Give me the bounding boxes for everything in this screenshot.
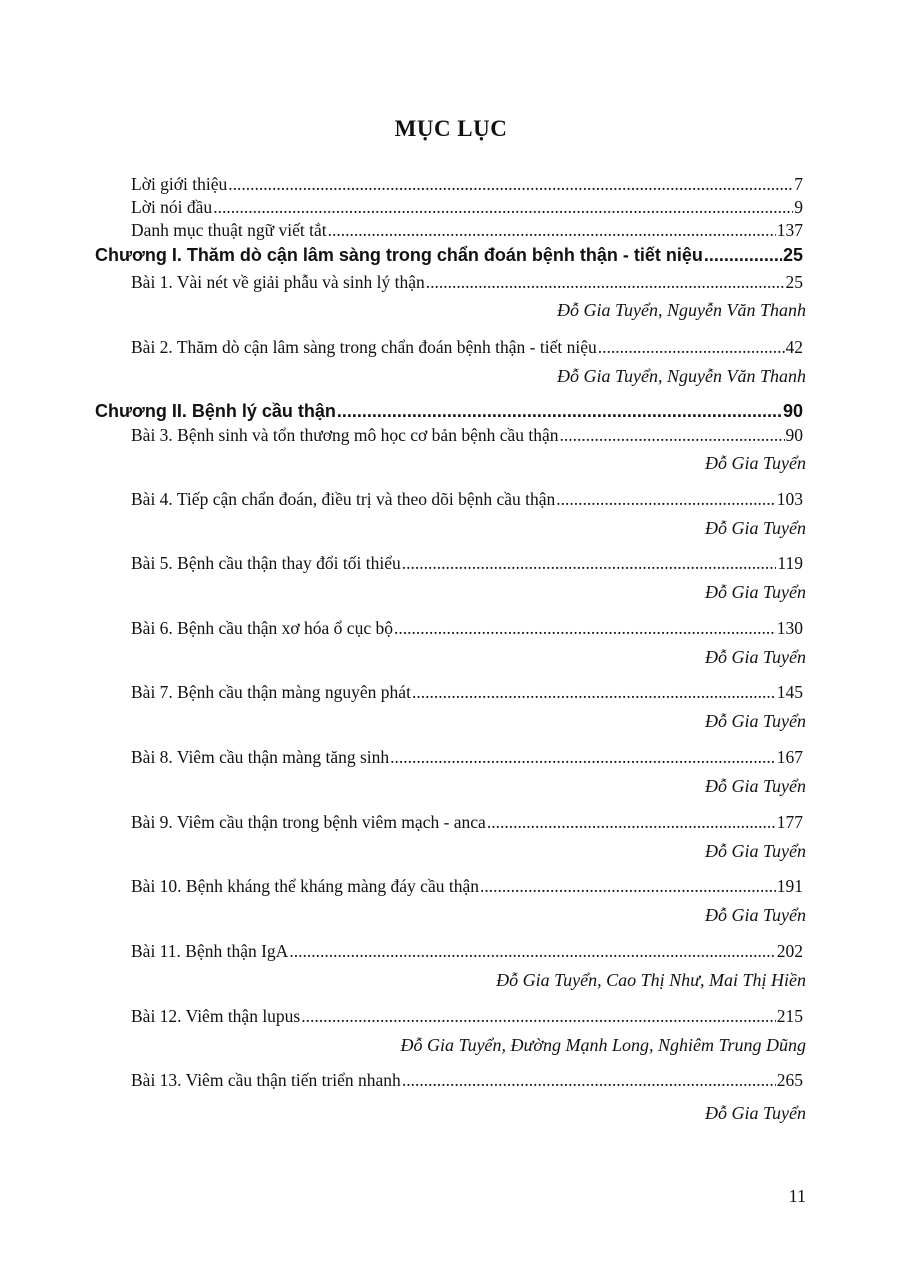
toc-author: Đỗ Gia Tuyển [705,776,806,796]
toc-entry-label: Bài 3. Bệnh sinh và tổn thương mô học cơ bản bệnh cầu thận [131,425,559,445]
toc-author: Đỗ Gia Tuyển, Đường Mạnh Long, Nghiêm Trung Dũng [400,1035,806,1055]
toc-entry-page: 25 [785,272,803,292]
toc-entry-page: 202 [776,941,803,961]
toc-author: Đỗ Gia Tuyển, Nguyễn Văn Thanh [557,366,806,386]
toc-entry-page: 191 [776,876,803,896]
toc-entry[interactable] [131,197,803,218]
toc-entry[interactable] [131,220,803,241]
toc-entry[interactable] [131,489,803,510]
toc-author: Đỗ Gia Tuyển, Nguyễn Văn Thanh [557,300,806,320]
dot-leader [426,272,785,293]
toc-author: Đỗ Gia Tuyển [705,518,806,538]
toc-entry-page: 103 [776,489,803,509]
dot-leader [337,401,782,422]
toc-entry-page: 90 [785,425,803,445]
dot-leader [480,876,776,897]
toc-entry-label: Bài 12. Viêm thận lupus [131,1006,301,1026]
toc-entry-label: Bài 4. Tiếp cận chẩn đoán, điều trị và theo dõi bệnh cầu thận [131,489,556,509]
toc-entry-page: 167 [776,747,803,767]
toc-entry[interactable] [131,682,803,703]
toc-entry-page: 265 [776,1070,803,1090]
toc-entry-label: Bài 13. Viêm cầu thận tiến triển nhanh [131,1070,401,1090]
toc-entry-page: 130 [776,618,803,638]
toc-author: Đỗ Gia Tuyển [705,841,806,861]
toc-chapter-page: 90 [782,401,803,421]
toc-entry[interactable] [131,876,803,897]
dot-leader [560,425,785,446]
toc-entry-label: Bài 2. Thăm dò cận lâm sàng trong chẩn đoán bệnh thận - tiết niệu [131,337,597,357]
toc-author: Đỗ Gia Tuyển, Cao Thị Như, Mai Thị Hiền [496,970,806,990]
dot-leader [213,197,793,218]
dot-leader [228,174,793,195]
toc-entry[interactable] [131,1070,803,1091]
toc-entry[interactable] [131,553,803,574]
dot-leader [328,220,776,241]
page-title: MỤC LỤC [394,116,508,141]
toc-entry-page: 177 [776,812,803,832]
toc-entry-label: Bài 9. Viêm cầu thận trong bệnh viêm mạch - anca [131,812,486,832]
toc-entry-label: Bài 5. Bệnh cầu thận thay đổi tối thiểu [131,553,401,573]
dot-leader [390,747,776,768]
toc-entry-page: 42 [785,337,803,357]
toc-author: Đỗ Gia Tuyển [705,582,806,602]
dot-leader [556,489,775,510]
toc-author: Đỗ Gia Tuyển [705,647,806,667]
toc-entry[interactable] [131,174,803,195]
toc-entry[interactable] [131,272,803,293]
dot-leader [487,812,776,833]
toc-entry[interactable] [131,812,803,833]
dot-leader [402,1070,776,1091]
toc-entry[interactable] [131,425,803,446]
toc-chapter-label: Chương I. Thăm dò cận lâm sàng trong chẩn đoán bệnh thận - tiết niệu [95,245,703,265]
dot-leader [394,618,776,639]
toc-entry-label: Lời giới thiệu [131,174,228,194]
toc-entry-label: Lời nói đầu [131,197,213,217]
dot-leader [412,682,776,703]
toc-entry-page: 119 [777,553,803,573]
dot-leader [301,1006,776,1027]
toc-author: Đỗ Gia Tuyển [705,905,806,925]
dot-leader [289,941,775,962]
toc-entry[interactable] [131,618,803,639]
toc-chapter[interactable] [95,401,803,422]
toc-entry[interactable] [131,747,803,768]
toc-entry-page: 215 [776,1006,803,1026]
toc-chapter-page: 25 [782,245,803,265]
page-number: 11 [788,1186,806,1206]
toc-entry[interactable] [131,941,803,962]
dot-leader [402,553,777,574]
toc-author: Đỗ Gia Tuyển [705,453,806,473]
toc-entry-label: Bài 8. Viêm cầu thận màng tăng sinh [131,747,390,767]
toc-entry-label: Danh mục thuật ngữ viết tắt [131,220,327,240]
dot-leader [704,245,782,266]
toc-chapter[interactable] [95,245,803,266]
toc-entry-page: 145 [776,682,803,702]
toc-entry-label: Bài 10. Bệnh kháng thể kháng màng đáy cầu thận [131,876,479,896]
toc-entry[interactable] [131,337,803,358]
toc-entry-label: Bài 1. Vài nét về giải phẫu và sinh lý thận [131,272,425,292]
toc-entry[interactable] [131,1006,803,1027]
toc-entry-page: 9 [794,197,803,217]
toc-author: Đỗ Gia Tuyển [705,711,806,731]
toc-entry-label: Bài 6. Bệnh cầu thận xơ hóa ổ cục bộ [131,618,393,638]
toc-entry-page: 137 [776,220,803,240]
toc-chapter-label: Chương II. Bệnh lý cầu thận [95,401,336,421]
toc-entry-label: Bài 11. Bệnh thận IgA [131,941,289,961]
toc-entry-page: 7 [794,174,803,194]
toc-author: Đỗ Gia Tuyển [705,1103,806,1123]
toc-entry-label: Bài 7. Bệnh cầu thận màng nguyên phát [131,682,411,702]
dot-leader [598,337,785,358]
